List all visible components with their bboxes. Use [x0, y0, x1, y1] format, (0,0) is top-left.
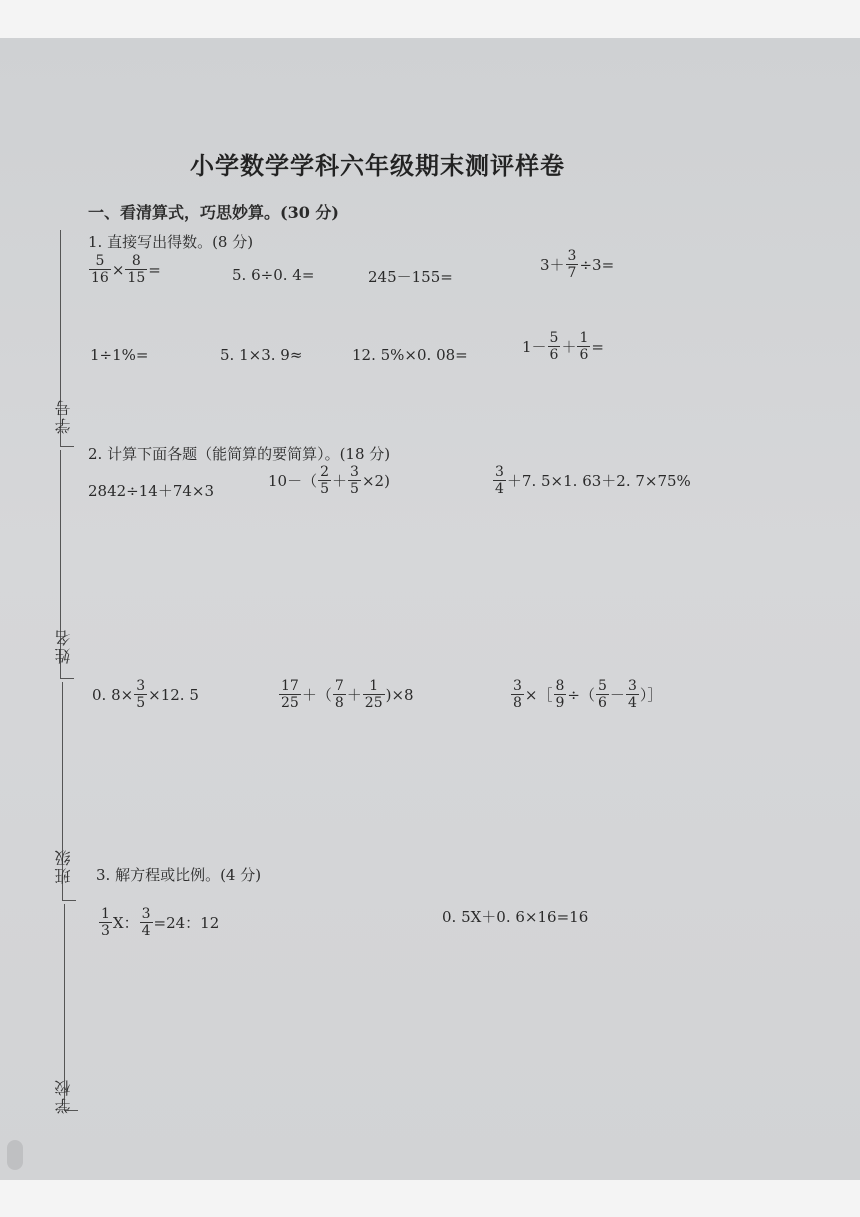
part1-item-b: 5. 6÷0. 4=	[232, 266, 315, 284]
part1-item-d: 3＋ $\frac{3}{7}$ ÷3=	[540, 248, 615, 281]
fraction: $\frac{1}{6}$	[579, 330, 589, 363]
fraction: $\frac{3}{5}$	[136, 678, 146, 711]
fraction: $\frac{5}{6}$	[549, 330, 559, 363]
part3-heading: 3. 解方程或比例。(4 分)	[96, 866, 262, 884]
part2-item-d: 0. 8× $\frac{3}{5}$ ×12. 5	[92, 678, 199, 711]
binding-line	[60, 678, 74, 679]
fraction: $\frac{7}{8}$	[334, 678, 344, 711]
fraction: $\frac{17}{25}$	[281, 678, 299, 711]
fraction: $\frac{1}{25}$	[364, 678, 383, 711]
part1-item-f: 5. 1×3. 9≈	[220, 346, 303, 364]
part2-item-e: $\frac{17}{25}$ ＋（ $\frac{7}{8}$ ＋ $\frac{1}{25}$ )×8	[281, 678, 414, 711]
corner-mark	[7, 1140, 23, 1170]
class-label: 班级	[54, 848, 73, 884]
fraction: $\frac{3}{8}$	[513, 678, 522, 711]
part1-item-h: 1－ $\frac{5}{6}$ ＋ $\frac{1}{6}$ =	[522, 330, 604, 363]
part2-item-a: 2842÷14＋74×3	[88, 482, 215, 500]
part1-heading: 1. 直接写出得数。(8 分)	[88, 233, 254, 251]
student-no-label: 学号	[54, 398, 73, 434]
name-label: 姓名	[54, 628, 73, 664]
part1-item-g: 12. 5%×0. 08=	[352, 346, 468, 364]
exam-paper	[0, 38, 860, 1180]
fraction: $\frac{3}{7}$	[567, 248, 577, 281]
fraction: $\frac{5}{6}$	[598, 678, 607, 711]
part2-item-b: 10－（ $\frac{2}{5}$ ＋ $\frac{3}{5}$ ×2)	[268, 464, 390, 497]
part2-item-c: $\frac{3}{4}$ ＋7. 5×1. 63＋2. 7×75%	[495, 464, 691, 497]
fraction: $\frac{8}{15}$	[127, 253, 146, 286]
part1-item-c: 245－155=	[368, 268, 453, 286]
fraction: $\frac{8}{9}$	[555, 678, 565, 711]
fraction: $\frac{1}{3}$	[101, 906, 110, 939]
page-title: 小学数学学科六年级期末测评样卷	[190, 151, 565, 180]
part1-item-a: $\frac{5}{16}$ × $\frac{8}{15}$ =	[91, 253, 161, 286]
fraction: $\frac{2}{5}$	[320, 464, 330, 497]
fraction: $\frac{3}{4}$	[141, 906, 151, 939]
fraction: $\frac{3}{4}$	[495, 464, 504, 497]
part3-item-a: $\frac{1}{3}$ X： $\frac{3}{4}$ =24：12	[101, 906, 220, 939]
school-label: 学校	[54, 1078, 73, 1114]
part2-heading: 2. 计算下面各题（能简算的要简算）。(18 分)	[88, 445, 391, 463]
section1-heading: 一、看清算式，巧思妙算。(30 分)	[88, 203, 339, 222]
part1-item-e: 1÷1%=	[90, 346, 149, 364]
fraction: $\frac{3}{4}$	[627, 678, 637, 711]
part3-item-b: 0. 5X＋0. 6×16=16	[442, 908, 589, 926]
fraction: $\frac{3}{5}$	[350, 464, 359, 497]
binding-line	[60, 446, 74, 447]
fraction: $\frac{5}{16}$	[91, 253, 109, 286]
binding-line	[62, 900, 76, 901]
part2-item-f: $\frac{3}{8}$ ×［ $\frac{8}{9}$ ÷（ $\frac{5}{6}$ － $\frac{3}{4}$ ）］	[513, 678, 663, 711]
